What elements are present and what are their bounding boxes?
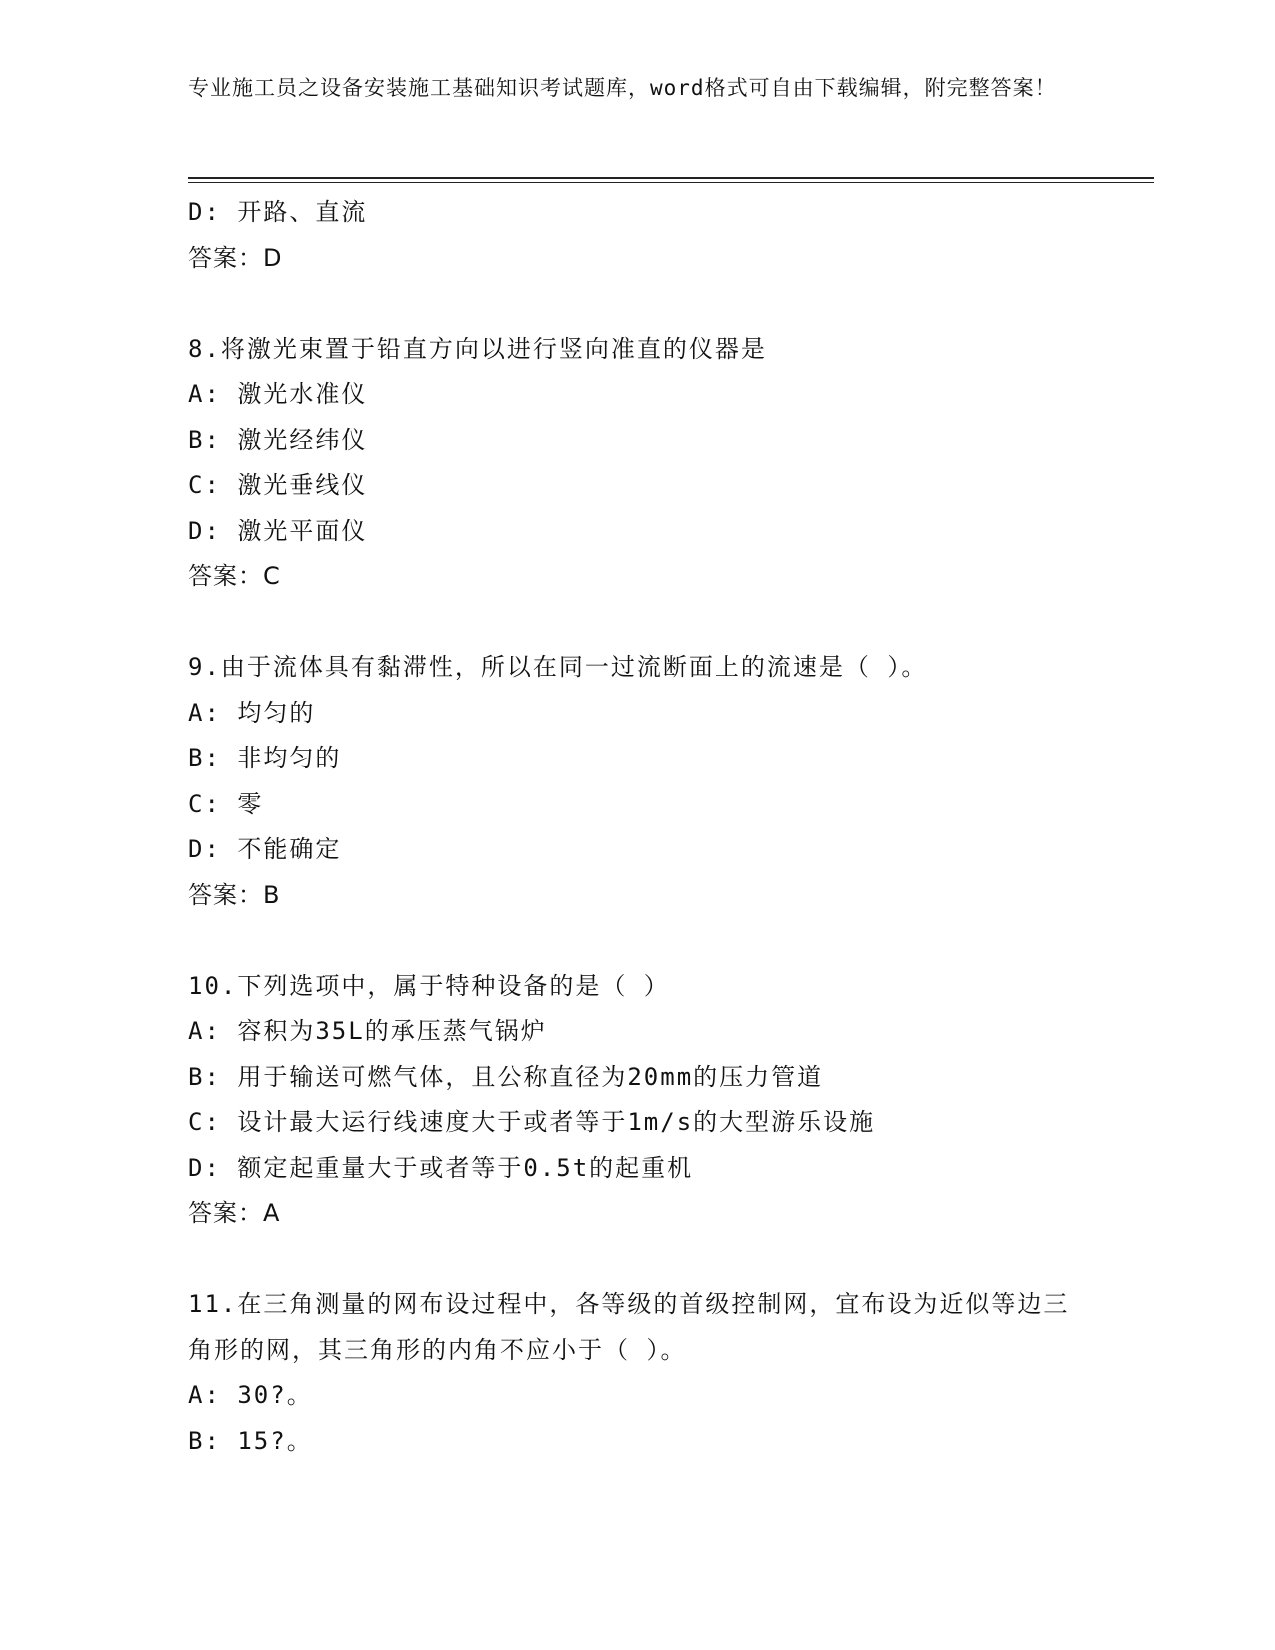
question-stem: 11.在三角测量的网布设过程中，各等级的首级控制网，宜布设为近似等边三角形的网，其三角形的内角不应小于（ ）。 (188, 1290, 1070, 1364)
header-rule-thin (188, 182, 1154, 183)
option-text: B: 非均匀的 (188, 744, 342, 772)
question-stem: 8.将激光束置于铅直方向以进行竖向准直的仪器是 (188, 334, 767, 363)
question-stem: 9.由于流体具有黏滞性，所以在同一过流断面上的流速是（ ）。 (188, 653, 928, 681)
answer-text: 答案：C (188, 562, 281, 590)
option-text: B: 用于输送可燃气体，且公称直径为20mm的压力管道 (188, 1062, 824, 1091)
question-11 (188, 1282, 1088, 1464)
option-text: C: 激光垂线仪 (188, 471, 368, 499)
question-stem: 10.下列选项中，属于特种设备的是（ ） (188, 971, 670, 1000)
option-text: B: 15?。 (188, 1426, 313, 1455)
answer-text: 答案：D (188, 243, 283, 272)
page-header: 专业施工员之设备安装施工基础知识考试题库，word格式可自由下载编辑，附完整答案！ (188, 76, 1057, 100)
question-10 (188, 964, 1088, 1237)
option-text: C: 设计最大运行线速度大于或者等于1m/s的大型游乐设施 (188, 1108, 876, 1136)
answer-text: 答案：B (188, 880, 281, 909)
header-rule-thick (188, 177, 1154, 179)
option-text: D: 不能确定 (188, 835, 342, 863)
answer-text: 答案：A (188, 1199, 281, 1227)
option-text: B: 激光经纬仪 (188, 425, 368, 454)
option-text: C: 零 (188, 789, 264, 818)
option-text: A: 30?。 (188, 1381, 313, 1409)
question-8 (188, 327, 1088, 600)
option-text: A: 激光水准仪 (188, 380, 368, 408)
option-text: D: 开路、直流 (188, 198, 368, 226)
option-text: A: 容积为35L的承压蒸气锅炉 (188, 1017, 547, 1045)
exam-content (188, 190, 1088, 1464)
option-text: D: 激光平面仪 (188, 516, 368, 545)
option-text: A: 均匀的 (188, 698, 316, 727)
question-9 (188, 645, 1088, 918)
option-text: D: 额定起重量大于或者等于0.5t的起重机 (188, 1153, 694, 1182)
